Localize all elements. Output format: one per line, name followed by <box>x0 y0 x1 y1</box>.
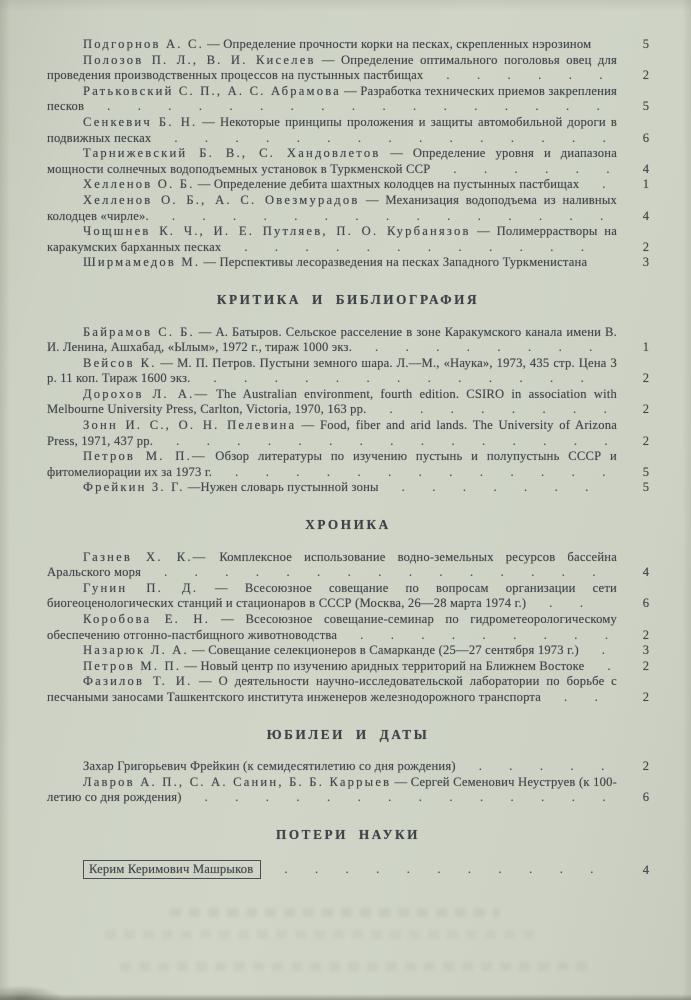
entry-page-number: 6 <box>642 596 649 611</box>
leader-dots: . . . . . . <box>423 68 607 83</box>
entry-title: The Australian environment, fourth edition. CSIRO in association with Melbourne University Press, Carlton, Victoria, 1970, 163 pp. <box>47 386 617 417</box>
toc-entry <box>47 84 649 115</box>
toc-section <box>47 827 649 879</box>
entry-author: Зонн И. С., О. Н. Пелевина <box>83 418 297 433</box>
toc-entry <box>47 759 649 775</box>
toc-entry <box>47 659 649 675</box>
entry-author: Хелленов О. Б., А. С. Овезмурадов <box>83 192 360 207</box>
entry-author: Чощшнев К. Ч., И. Е. Путляев, П. О. Курбанязов <box>83 224 471 239</box>
entry-text <box>47 775 617 806</box>
toc-entry <box>47 480 649 496</box>
leader-dots: . <box>578 643 610 658</box>
toc-entry <box>47 674 649 705</box>
entry-text <box>47 418 617 449</box>
entry-text <box>47 659 617 675</box>
entry-page-number: 2 <box>642 371 649 386</box>
entry-page-number: 1 <box>642 340 649 355</box>
leader-dots: . . . . . <box>455 759 609 774</box>
entry-author: Полозов П. Л., В. И. Киселев <box>83 52 316 67</box>
leader-dots: . . . . . . . . . . . . <box>221 239 589 254</box>
toc-section <box>47 37 649 271</box>
entry-text <box>47 449 617 480</box>
toc-entry <box>47 356 649 387</box>
toc-section <box>47 517 649 706</box>
entry-author: Коробова Е. Н. <box>83 612 211 626</box>
section-heading: ЮБИЛЕИ И ДАТЫ <box>266 726 430 742</box>
entry-title: — М. П. Петров. Пустыни земного шара. Л.—М., «Наука», 1973, 435 стр. Цена 3 р. 11 коп. Тираж 1600 экз. <box>47 355 617 386</box>
entry-text <box>47 115 617 146</box>
entry-title: — Всесоюзное совещание по вопросам организации сети биогеоценологических станций и стационаров в СССР (Москва, 26—28 марта 1974 г.) <box>47 580 617 611</box>
toc-sections <box>47 37 649 879</box>
section-heading: КРИТИКА И БИБЛИОГРАФИЯ <box>216 291 480 307</box>
entry-author: Дорохов Л. А.— <box>83 386 210 401</box>
entry-author: Вейсов К. <box>83 355 157 370</box>
toc-entry <box>47 775 649 806</box>
entry-text <box>47 860 617 879</box>
entry-author: Подгорнов А. С. <box>83 37 204 51</box>
entry-author: Фазилов Т. И. <box>83 674 193 689</box>
entry-page-number: 6 <box>642 130 649 145</box>
entry-text <box>47 325 617 356</box>
entry-author: Байрамов С. Б. <box>83 324 195 339</box>
entry-text <box>47 193 617 224</box>
entry-title: — Разработка технических приемов закрепления песков <box>47 83 617 114</box>
entry-title: — Определение уровня и диапазона мощности солнечных водоподъемных установок в Туркменской ССР <box>47 146 618 176</box>
leader-dots: . . . . . . . . . . . . . . . <box>148 208 608 223</box>
entry-page-number: 4 <box>642 565 649 580</box>
entry-text <box>47 480 617 496</box>
entry-author: Ратьковский С. П., А. С. Абрамова <box>83 83 341 98</box>
entry-page-number: 2 <box>642 433 649 448</box>
entry-text <box>47 84 617 115</box>
entry-author: Газнев Х. К.— <box>83 549 208 564</box>
entry-title: — Совещание селекционеров в Самарканде (25—27 сентября 1973 г.) <box>192 643 579 658</box>
entry-author: Лавров А. П., С. А. Санин, Б. Б. Каррыев <box>83 774 392 789</box>
toc-entry <box>47 177 649 193</box>
section-heading: ХРОНИКА <box>305 517 391 533</box>
entry-title: — Перспективы лесоразведения на песках Западного Туркменистана <box>203 255 588 270</box>
entry-author: Гунин П. Д. <box>83 580 199 595</box>
entry-page-number: 2 <box>642 658 649 673</box>
entry-title: Захар Григорьевич Фрейкин (к семидесятилетию со дня рождения) <box>83 759 456 774</box>
toc-entry <box>47 860 649 879</box>
entry-title: — Новый центр по изучению аридных территорий на Ближнем Востоке <box>184 658 585 673</box>
leader-dots: . . . . . . . . . . . . . . . <box>153 433 613 448</box>
toc-entry <box>47 37 649 53</box>
leader-dots: . <box>584 658 616 673</box>
entry-text <box>47 387 617 418</box>
entry-page-number: 2 <box>642 68 649 83</box>
leader-dots: . . <box>526 596 588 611</box>
entry-title: — Food, fiber and arid lands. The University of Arizona Press, 1971, 437 pp. <box>47 418 617 448</box>
toc-entry <box>47 193 649 224</box>
leader-dots: . . . . . . . . . . . . . . <box>181 790 610 805</box>
entry-text <box>47 53 617 84</box>
entry-author: Петров М. П.— <box>83 449 207 464</box>
entry-text <box>47 643 617 659</box>
leader-dots: . . . . . . . . . . . . . . . <box>151 130 611 145</box>
leader-dots: . . . . . . . . <box>366 402 612 417</box>
show-through-ghost-text <box>105 930 535 939</box>
leader-dots: . . <box>541 689 603 704</box>
entry-title: — Определение прочности корки на песках, скрепленных нэрозином <box>207 37 592 51</box>
show-through-ghost-text <box>120 962 590 971</box>
entry-text <box>47 612 617 643</box>
entry-author: Ширмамедов М. <box>83 255 201 270</box>
entry-page-number: 1 <box>642 177 649 192</box>
leader-dots: . . . . . . . <box>378 480 593 495</box>
leader-dots: . . . . . . . . . . . . . . . . . <box>84 99 605 114</box>
toc-entry <box>47 224 649 255</box>
entry-title: — Некоторые принципы проложения и защиты автомобильной дороги в подвижных песках <box>47 114 617 145</box>
entry-author: Петров М. П. <box>83 658 182 673</box>
toc-entry <box>47 643 649 659</box>
entry-text <box>47 581 617 612</box>
entry-title: — Сергей Семенович Неуструев (к 100-летию со дня рождения) <box>47 774 617 805</box>
entry-page-number: 4 <box>642 862 649 877</box>
entry-page-number: 6 <box>642 790 649 805</box>
entry-title: —Нужен словарь пустынной зоны <box>187 480 379 495</box>
entry-page-number: 5 <box>642 464 649 479</box>
entry-title: — А. Батыров. Сельское расселение в зоне Каракумского канала имени В. И. Ленина, Ашхабад, «Ылым», 1972 г., тираж 1000 экз. <box>47 324 618 355</box>
toc-entry <box>47 53 649 84</box>
entry-author: Тарнижевский Б. В., С. Хандовлетов <box>83 146 381 161</box>
entry-page-number: 2 <box>642 627 649 642</box>
toc-entry <box>47 449 649 480</box>
entry-text <box>47 146 617 177</box>
entry-author: Сенкевич Б. Н. <box>83 114 198 129</box>
leader-dots: . . . . . . . . . <box>337 627 613 642</box>
entry-page-number: 5 <box>642 37 649 51</box>
entry-page-number: 3 <box>642 643 649 658</box>
entry-title: — Определение оптимального поголовья овец для проведения производственных процессов на пустынных пастбищах <box>47 52 617 83</box>
entry-page-number: 5 <box>642 99 649 114</box>
entry-page-number: 2 <box>642 402 649 417</box>
entry-page-number: 3 <box>642 255 649 270</box>
entry-text <box>47 37 617 53</box>
entry-text <box>47 177 617 193</box>
entry-title: — Механизация водоподъема из наливных колодцев «чирле». <box>47 192 618 223</box>
leader-dots: . <box>579 177 610 192</box>
entry-title: — Полимеррастворы на каракумских барханных песках <box>47 224 617 254</box>
toc-entry <box>47 146 649 177</box>
entry-title: — О деятельности научно-исследовательской лаборатории по борьбе с песчаными заносами Ташкентского института инженеров железнодорожного транспорта <box>47 674 617 704</box>
toc-entry <box>47 255 649 271</box>
leader-dots: . . . . . . . . . . . . . . . <box>141 565 601 580</box>
entry-page-number: 2 <box>642 759 649 774</box>
toc-section <box>47 292 649 496</box>
entry-text <box>47 224 617 255</box>
entry-page-number: 2 <box>642 689 649 704</box>
entry-title: Керим Керимович Машрыков <box>83 860 261 879</box>
toc-entry <box>47 418 649 449</box>
entry-text <box>47 255 617 271</box>
entry-author: Хелленов О. Б. <box>83 177 195 192</box>
leader-dots: . . . . . . . . . . . <box>261 861 598 876</box>
entry-title: Комплексное использование водно-земельных ресурсов бассейна Аральского моря <box>47 549 618 580</box>
entry-title: — Определение дебита шахтных колодцев на пустынных пастбищах <box>197 177 580 192</box>
entry-page-number: 4 <box>642 208 649 223</box>
toc-entry <box>47 115 649 146</box>
entry-author: Фрейкин З. Г. <box>83 480 185 495</box>
leader-dots: . . . . . . <box>430 161 614 176</box>
toc-entry <box>47 325 649 356</box>
entry-text <box>47 674 617 705</box>
section-heading: ПОТЕРИ НАУКИ <box>275 826 421 842</box>
toc-entry <box>47 581 649 612</box>
leader-dots: . . . . . . . . . . . . . <box>212 464 610 479</box>
toc-section <box>47 727 649 806</box>
entry-page-number: 4 <box>642 161 649 176</box>
entry-page-number: 5 <box>642 480 649 495</box>
toc-entry <box>47 550 649 581</box>
show-through-ghost-text <box>170 908 500 917</box>
toc-entry <box>47 387 649 418</box>
entry-title: Обзор литературы по изучению пустынь и полупустынь СССР и фитомелиорации их за 1973 г. <box>47 449 617 479</box>
entry-author: Назарюк Л. А. <box>83 643 189 658</box>
entry-title: — Всесоюзное совещание-семинар по гидрометеорологическому обеспечению отгонно-пастбищного животноводства <box>47 612 617 642</box>
entry-text <box>47 356 617 387</box>
entry-text <box>47 550 617 581</box>
entry-text <box>47 759 617 775</box>
leader-dots: . . . . . . . . . . . . . <box>190 371 589 386</box>
toc-entry <box>47 612 649 643</box>
leader-dots: . . . . . . . . <box>352 340 597 355</box>
entry-page-number: 2 <box>642 239 649 254</box>
